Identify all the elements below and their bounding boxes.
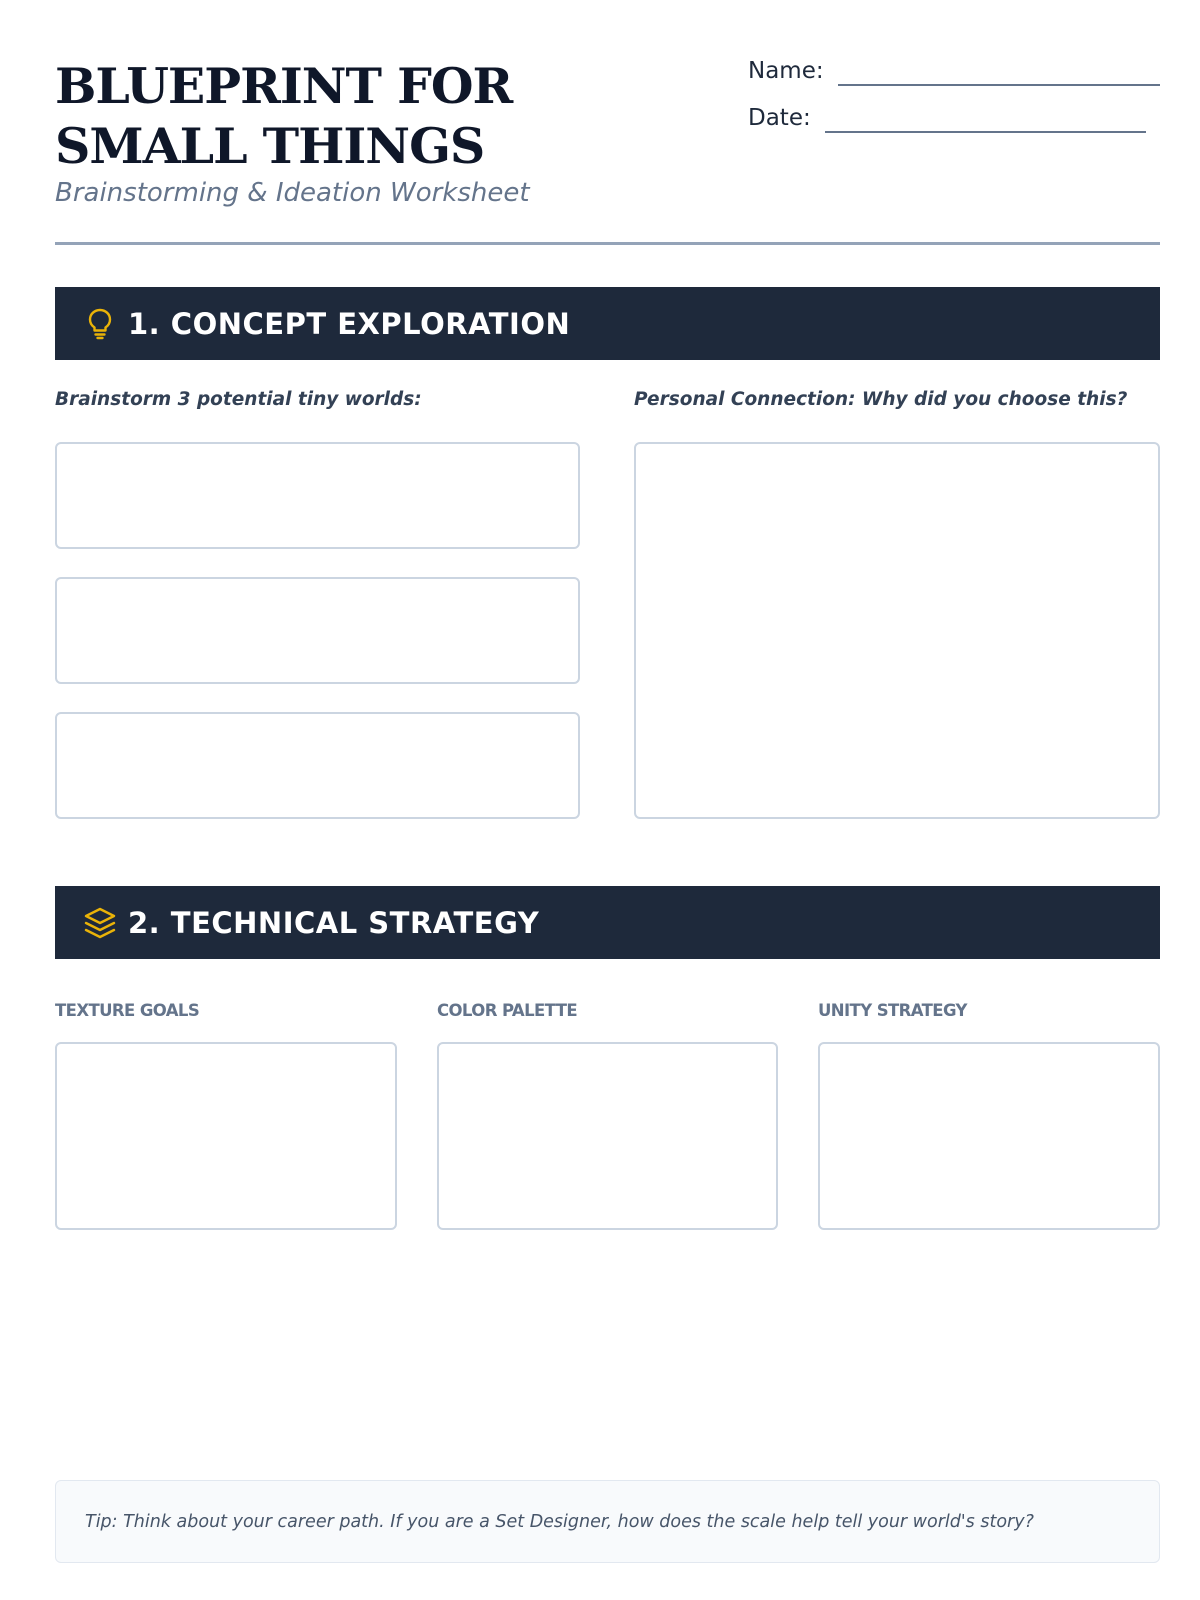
color-palette-box[interactable] [437,1042,778,1230]
name-field-line[interactable] [838,54,1160,86]
color-palette-label: COLOR PALETTE [437,1001,578,1020]
tip-box [55,1480,1160,1563]
date-field-line[interactable] [825,101,1146,133]
worksheet-page [55,0,1160,1600]
tiny-worlds-prompt: Brainstorm 3 potential tiny worlds: [55,389,422,410]
texture-goals-box[interactable] [55,1042,397,1230]
texture-goals-label: TEXTURE GOALS [55,1001,200,1020]
tip-text: Tip: Think about your career path. If you are a Set Designer, how does the scale help tell your world's story? [85,1511,1034,1532]
name-label: Name: [748,58,824,84]
tiny-world-box-3[interactable] [55,712,580,819]
page-title: BLUEPRINT FOR SMALL THINGS [55,57,513,175]
lightbulb-icon [82,306,118,342]
name-row [748,54,1160,86]
section-title: 2. TECHNICAL STRATEGY [128,905,540,940]
personal-connection-box[interactable] [634,442,1160,819]
personal-connection-prompt: Personal Connection: Why did you choose this? [634,389,1128,410]
unity-strategy-box[interactable] [818,1042,1160,1230]
page-subtitle: Brainstorming & Ideation Worksheet [55,178,530,208]
section-header-technical-strategy [55,886,1160,959]
unity-strategy-label: UNITY STRATEGY [818,1001,967,1020]
tiny-world-box-1[interactable] [55,442,580,549]
section-title: 1. CONCEPT EXPLORATION [128,306,571,341]
header-divider [55,242,1160,245]
date-row [748,101,1146,133]
tiny-world-box-2[interactable] [55,577,580,684]
date-label: Date: [748,105,811,131]
layers-icon [82,905,118,941]
section-header-concept-exploration [55,287,1160,360]
